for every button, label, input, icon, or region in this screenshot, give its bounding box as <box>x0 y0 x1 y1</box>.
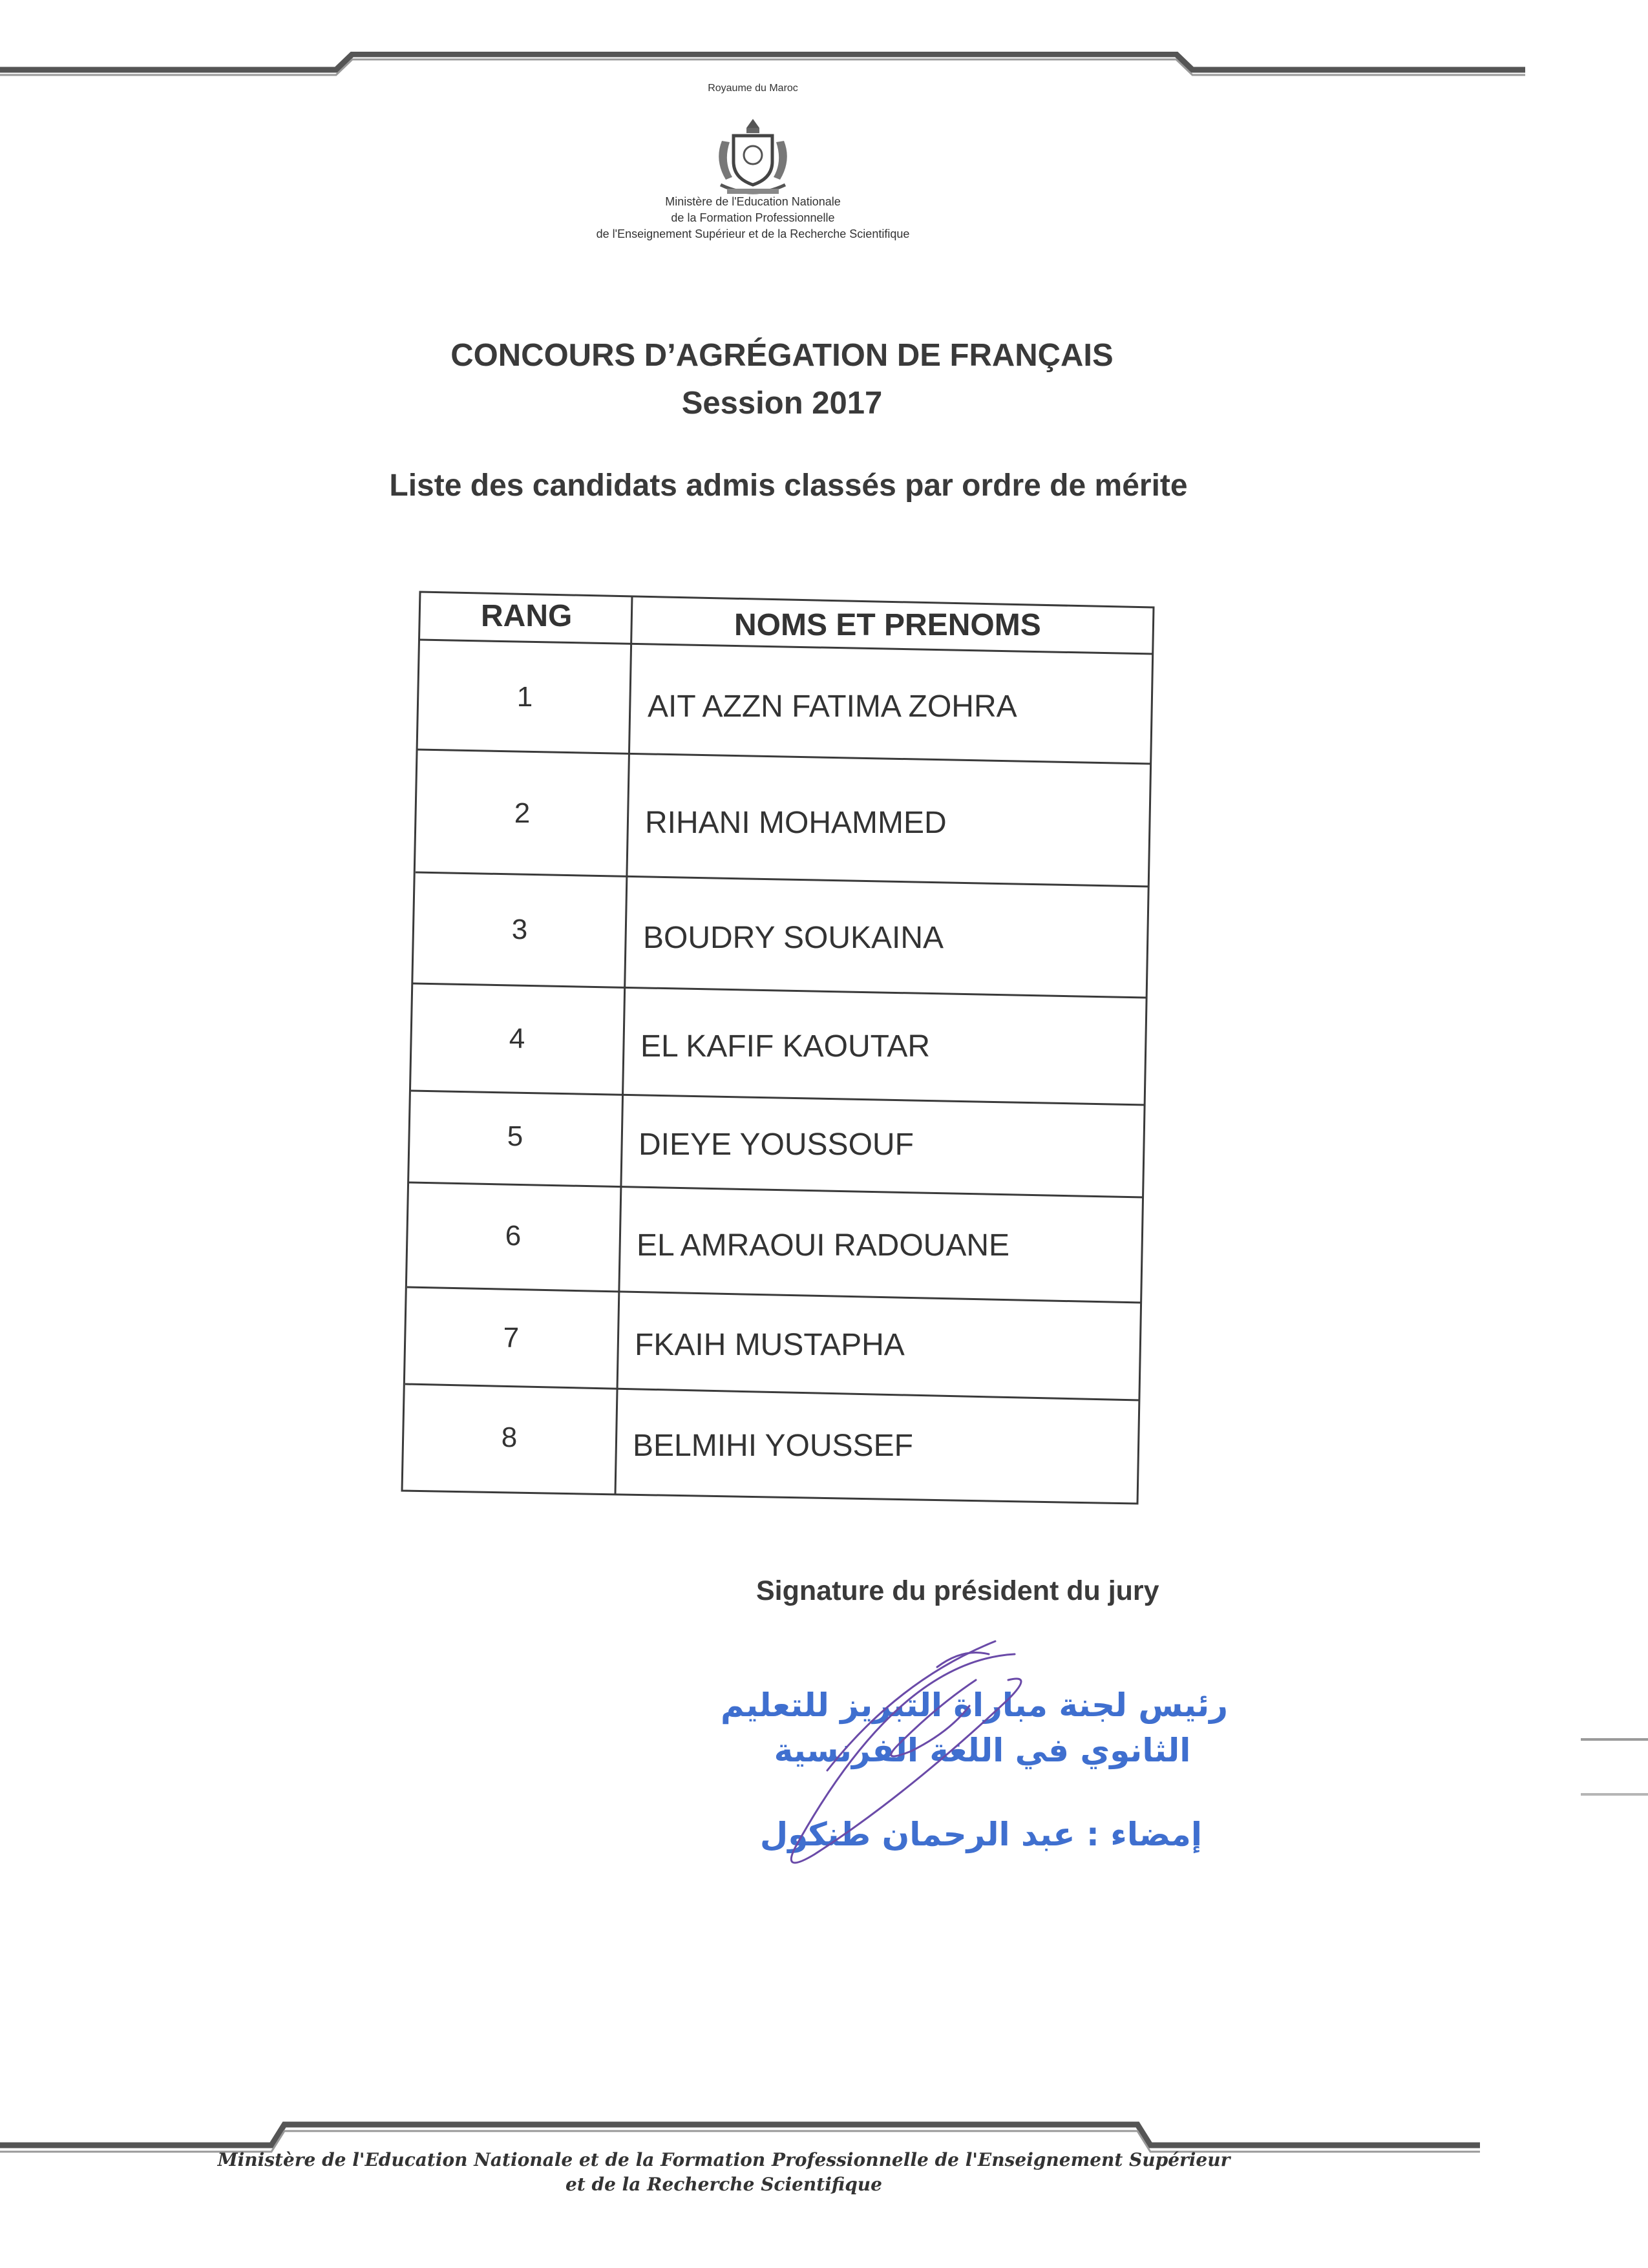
name-cell: EL AMRAOUI RADOUANE <box>637 1228 1010 1263</box>
scan-edge-mark <box>1581 1738 1648 1741</box>
rank-cell: 7 <box>503 1322 520 1354</box>
session-label: Session 2017 <box>681 386 883 421</box>
signature-label: Signature du président du jury <box>756 1575 1159 1606</box>
document-title: CONCOURS D’AGRÉGATION DE FRANÇAIS <box>450 338 1114 373</box>
rank-cell: 5 <box>507 1120 523 1152</box>
rank-cell: 1 <box>516 681 533 713</box>
scan-edge-mark <box>1581 1793 1648 1796</box>
name-cell: BOUDRY SOUKAINA <box>643 921 944 955</box>
ministry-line-3: de l'Enseignement Supérieur et de la Recherche Scientifique <box>596 227 910 240</box>
handwritten-signature-icon <box>743 1628 1066 1874</box>
jury-stamp-line-1: رئيس لجنة مباراة التبريز للتعليم <box>721 1686 1228 1724</box>
name-cell: AIT AZZN FATIMA ZOHRA <box>648 689 1017 724</box>
footer-ministry-line-1: Ministère de l'Education Nationale et de la Formation Professionnelle de l'Enseignement Supérieur <box>217 2149 1231 2170</box>
rank-cell: 2 <box>514 797 531 829</box>
name-cell: FKAIH MUSTAPHA <box>635 1328 905 1362</box>
name-cell: EL KAFIF KAOUTAR <box>640 1029 931 1064</box>
name-cell: BELMIHI YOUSSEF <box>633 1429 913 1463</box>
names-column-header: NOMS ET PRENOMS <box>734 608 1041 642</box>
footer-ministry-line-2: et de la Recherche Scientifique <box>565 2174 882 2195</box>
name-cell: DIEYE YOUSSOUF <box>639 1128 914 1162</box>
ministry-line-2: de la Formation Professionnelle <box>671 211 835 224</box>
rank-cell: 3 <box>511 914 528 945</box>
rank-column-header: RANG <box>481 599 573 633</box>
kingdom-label: Royaume du Maroc <box>708 83 798 94</box>
list-subtitle: Liste des candidats admis classés par ordre de mérite <box>389 468 1188 503</box>
name-cell: RIHANI MOHAMMED <box>645 806 947 840</box>
rank-cell: 4 <box>509 1023 525 1055</box>
rank-cell: 8 <box>501 1422 518 1453</box>
ministry-line-1: Ministère de l'Education Nationale <box>665 195 841 208</box>
jury-stamp-line-3: إمضاء : عبد الرحمان طنكول <box>759 1816 1202 1853</box>
jury-stamp-line-2: الثانوي في اللغة الفرنسية <box>774 1732 1191 1769</box>
rank-cell: 6 <box>505 1220 522 1252</box>
